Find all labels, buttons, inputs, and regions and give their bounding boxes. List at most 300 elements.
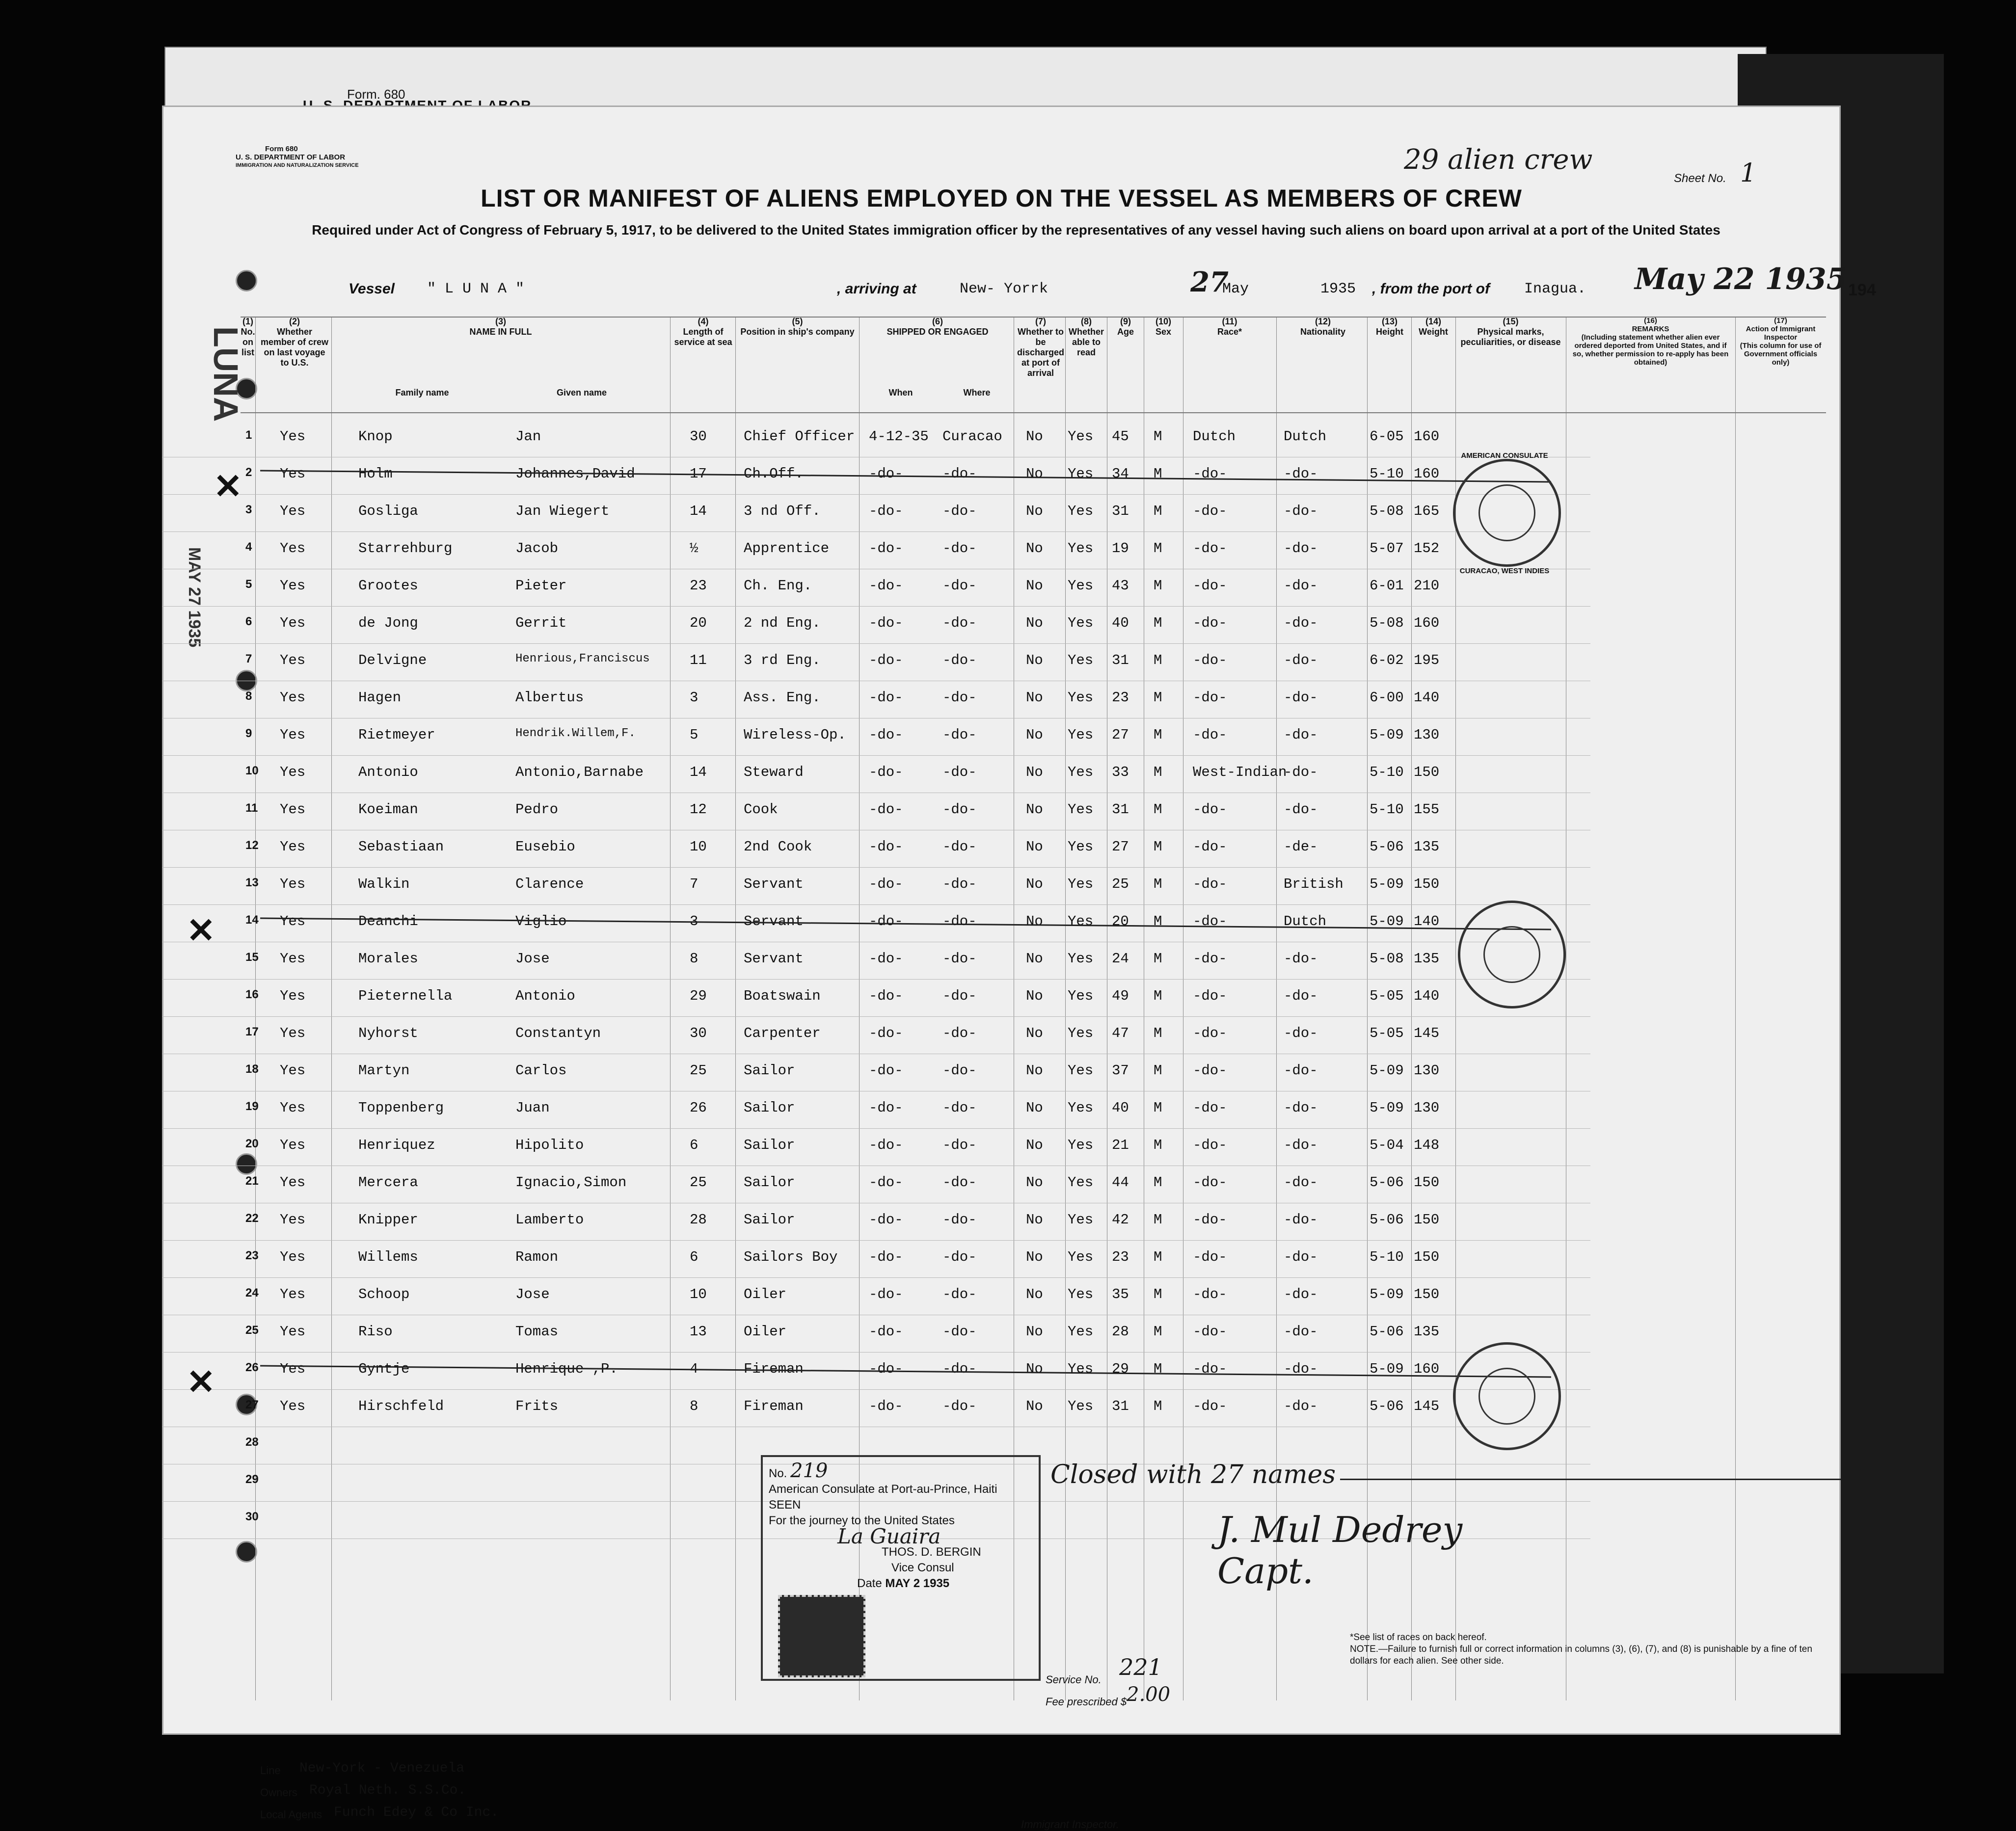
cell-height: 5-04 (1370, 1137, 1404, 1153)
table-row (162, 494, 1590, 532)
cell-service-length: 25 (690, 1062, 707, 1079)
cell-weight: 130 (1414, 1062, 1440, 1079)
cell-age: 31 (1112, 801, 1129, 818)
cell-weight: 150 (1414, 876, 1440, 892)
cell-service-length: 14 (690, 503, 707, 519)
punch-hole (236, 1541, 257, 1563)
cell-given-name: Carlos (515, 1062, 567, 1079)
cell-given-name: Constantyn (515, 1025, 601, 1041)
cell-height: 5-09 (1370, 1361, 1404, 1377)
cell-sex: M (1154, 578, 1162, 594)
cell-shipped-when: -do- (869, 1286, 903, 1302)
cell-able-to-read: Yes (1068, 1174, 1094, 1191)
cell-service-length: 6 (690, 1249, 699, 1265)
cell-row-number: 7 (245, 652, 252, 665)
cell-prev-voyage: Yes (280, 876, 306, 892)
cell-family-name: Morales (358, 951, 418, 967)
cell-service-length: 7 (690, 876, 699, 892)
cell-sex: M (1154, 913, 1162, 929)
cell-height: 5-07 (1370, 540, 1404, 557)
races-note: *See list of races on back hereof. (1350, 1632, 1487, 1643)
cell-row-number: 3 (245, 503, 252, 516)
header-rule (241, 412, 1826, 413)
cell-height: 5-06 (1370, 1174, 1404, 1191)
cell-discharged: No (1026, 1100, 1043, 1116)
cell-service-length: 26 (690, 1100, 707, 1116)
cell-discharged: No (1026, 764, 1043, 780)
cell-family-name: Hagen (358, 690, 402, 706)
cell-nationality: -do- (1284, 503, 1318, 519)
cell-shipped-when: -do- (869, 839, 903, 855)
cell-shipped-when: -do- (869, 1212, 903, 1228)
service-label: Service No. (1046, 1673, 1102, 1686)
column-rule (1735, 317, 1736, 1700)
cell-position: Sailor (744, 1137, 795, 1153)
stamp-journey: For the journey to the United States (769, 1514, 955, 1527)
cell-race: West-Indian (1193, 764, 1287, 780)
cell-weight: 135 (1414, 951, 1440, 967)
cell-age: 31 (1112, 1398, 1129, 1414)
cell-family-name: Sebastiaan (358, 839, 444, 855)
cell-shipped-when: -do- (869, 1324, 903, 1340)
cell-shipped-when: -do- (869, 690, 903, 706)
cell-sex: M (1154, 1361, 1162, 1377)
cell-able-to-read: Yes (1068, 1137, 1094, 1153)
cell-row-number: 15 (245, 951, 259, 964)
cell-discharged: No (1026, 1324, 1043, 1340)
cell-position: 3 rd Eng. (744, 652, 821, 668)
cell-shipped-where: -do- (942, 690, 977, 706)
cell-able-to-read: Yes (1068, 1062, 1094, 1079)
cell-discharged: No (1026, 540, 1043, 557)
cell-prev-voyage: Yes (280, 1324, 306, 1340)
cell-age: 33 (1112, 764, 1129, 780)
cell-weight: 135 (1414, 839, 1440, 855)
cell-shipped-when: -do- (869, 727, 903, 743)
cell-sex: M (1154, 988, 1162, 1004)
from-port: Inagua. (1524, 281, 1586, 297)
cell-sex: M (1154, 1137, 1162, 1153)
cell-age: 47 (1112, 1025, 1129, 1041)
cell-family-name: Mercera (358, 1174, 418, 1191)
cell-family-name: Deanchi (358, 913, 418, 929)
cell-discharged: No (1026, 1137, 1043, 1153)
cell-row-number: 30 (245, 1510, 259, 1523)
cell-service-length: 20 (690, 615, 707, 631)
cell-family-name: Hirschfeld (358, 1398, 444, 1414)
cell-shipped-where: -do- (942, 1324, 977, 1340)
cell-able-to-read: Yes (1068, 1212, 1094, 1228)
cell-height: 5-10 (1370, 801, 1404, 818)
cell-discharged: No (1026, 615, 1043, 631)
cell-nationality: -do- (1284, 951, 1318, 967)
cell-sex: M (1154, 1025, 1162, 1041)
cell-age: 45 (1112, 428, 1129, 445)
cell-shipped-where: -do- (942, 801, 977, 818)
header-family-name: Family name (395, 388, 449, 398)
cell-weight: 210 (1414, 578, 1440, 594)
consulate-round-stamp (1453, 459, 1561, 567)
cell-family-name: Koeiman (358, 801, 418, 818)
arrival-month: May (1222, 281, 1249, 297)
deletion-mark: ✕ (187, 1363, 215, 1401)
cell-weight: 145 (1414, 1025, 1440, 1041)
cell-given-name: Viglio (515, 913, 567, 929)
cell-prev-voyage: Yes (280, 913, 306, 929)
cell-nationality: -do- (1284, 690, 1318, 706)
cell-sex: M (1154, 727, 1162, 743)
cell-age: 31 (1112, 652, 1129, 668)
cell-shipped-where: -do- (942, 1025, 977, 1041)
cell-row-number: 16 (245, 988, 259, 1001)
cell-race: -do- (1193, 1174, 1227, 1191)
cell-prev-voyage: Yes (280, 839, 306, 855)
consulate-round-stamp (1453, 1342, 1561, 1450)
cell-nationality: -do- (1284, 988, 1318, 1004)
header-discharged: (7) Whether to be discharged at port of arrival (1017, 317, 1065, 378)
cell-sex: M (1154, 876, 1162, 892)
cell-prev-voyage: Yes (280, 1212, 306, 1228)
header-inspector: (17) Action of Immigrant Inspector (This column for use of Government officials only) (1740, 317, 1822, 367)
cell-race: -do- (1193, 1361, 1227, 1377)
cell-weight: 148 (1414, 1137, 1440, 1153)
cell-shipped-when: -do- (869, 1025, 903, 1041)
cell-able-to-read: Yes (1068, 1100, 1094, 1116)
cell-discharged: No (1026, 839, 1043, 855)
cell-given-name: Johannes,David (515, 466, 635, 482)
cell-age: 31 (1112, 503, 1129, 519)
cell-nationality: Dutch (1284, 913, 1327, 929)
cell-weight: 130 (1414, 1100, 1440, 1116)
cell-shipped-where: -do- (942, 1100, 977, 1116)
cell-row-number: 2 (245, 466, 252, 479)
cell-weight: 160 (1414, 1361, 1440, 1377)
stamp-seen: SEEN (769, 1498, 801, 1512)
table-row (162, 1054, 1590, 1091)
cell-nationality: -do- (1284, 764, 1318, 780)
sheet-number-label: Sheet No. (1674, 172, 1726, 185)
manifest-sheet (162, 106, 1876, 1831)
cell-nationality: -do- (1284, 727, 1318, 743)
cell-position: Ch. Eng. (744, 578, 812, 594)
cell-service-length: 3 (690, 690, 699, 706)
cell-able-to-read: Yes (1068, 652, 1094, 668)
cell-age: 27 (1112, 839, 1129, 855)
cell-given-name: Albertus (515, 690, 584, 706)
cell-nationality: British (1284, 876, 1344, 892)
cell-shipped-when: -do- (869, 1100, 903, 1116)
cell-prev-voyage: Yes (280, 615, 306, 631)
header-height: (13) Height (1376, 317, 1403, 337)
stamp-no-label: No. (769, 1467, 787, 1480)
cell-prev-voyage: Yes (280, 1286, 306, 1302)
cell-age: 23 (1112, 1249, 1129, 1265)
crew-count-annotation: 29 alien crew (1404, 144, 1593, 176)
cell-race: -do- (1193, 876, 1227, 892)
table-row (162, 718, 1590, 756)
cell-family-name: Holm (358, 466, 393, 482)
cell-given-name: Gerrit (515, 615, 567, 631)
cell-age: 27 (1112, 727, 1129, 743)
cell-row-number: 5 (245, 578, 252, 591)
cell-sex: M (1154, 466, 1162, 482)
cell-able-to-read: Yes (1068, 578, 1094, 594)
cell-weight: 160 (1414, 428, 1440, 445)
cell-family-name: Knop (358, 428, 393, 445)
cell-family-name: Antonio (358, 764, 418, 780)
cell-sex: M (1154, 764, 1162, 780)
back-form-number: Form. 680 (347, 87, 405, 102)
cell-discharged: No (1026, 1249, 1043, 1265)
cell-given-name: Frits (515, 1398, 559, 1414)
cell-family-name: Martyn (358, 1062, 410, 1079)
table-row (162, 1091, 1590, 1129)
cell-age: 21 (1112, 1137, 1129, 1153)
cell-nationality: -do- (1284, 540, 1318, 557)
cell-nationality: -do- (1284, 1062, 1318, 1079)
cell-discharged: No (1026, 801, 1043, 818)
strikethrough-line (260, 470, 1551, 483)
cell-position: 3 nd Off. (744, 503, 821, 519)
header-sex: (10) Sex (1155, 317, 1172, 337)
cell-sex: M (1154, 1174, 1162, 1191)
cell-nationality: -do- (1284, 1324, 1318, 1340)
table-row (162, 569, 1590, 607)
cell-family-name: Rietmeyer (358, 727, 435, 743)
cell-position: 2 nd Eng. (744, 615, 821, 631)
cell-service-length: 8 (690, 1398, 699, 1414)
cell-shipped-when: -do- (869, 951, 903, 967)
cell-family-name: Schoop (358, 1286, 410, 1302)
cell-service-length: 30 (690, 428, 707, 445)
cell-family-name: Henriquez (358, 1137, 435, 1153)
table-row (162, 1016, 1590, 1054)
cell-shipped-where: -do- (942, 615, 977, 631)
cell-row-number: 25 (245, 1324, 259, 1337)
deletion-mark: ✕ (214, 467, 242, 505)
cell-able-to-read: Yes (1068, 1361, 1094, 1377)
cell-nationality: -de- (1284, 839, 1318, 855)
cell-race: -do- (1193, 1062, 1227, 1079)
cell-discharged: No (1026, 428, 1043, 445)
cell-race: -do- (1193, 951, 1227, 967)
cell-discharged: No (1026, 988, 1043, 1004)
cell-race: -do- (1193, 578, 1227, 594)
cell-height: 5-08 (1370, 615, 1404, 631)
cell-service-length: 13 (690, 1324, 707, 1340)
cell-shipped-when: -do- (869, 540, 903, 557)
cell-nationality: -do- (1284, 1361, 1318, 1377)
cell-height: 6-00 (1370, 690, 1404, 706)
table-row (162, 867, 1590, 905)
cell-nationality: -do- (1284, 578, 1318, 594)
captain-signature: J. Mul Dedrey Capt. (1217, 1509, 1463, 1592)
cell-discharged: No (1026, 876, 1043, 892)
cell-weight: 160 (1414, 615, 1440, 631)
cell-race: -do- (1193, 1398, 1227, 1414)
inspector-label: Immigrant Inspector. (1021, 1818, 1119, 1831)
cell-able-to-read: Yes (1068, 428, 1094, 445)
header-shipped: (6) SHIPPED OR ENGAGED (887, 317, 989, 337)
cell-able-to-read: Yes (1068, 913, 1094, 929)
owners-label: Owners (260, 1786, 297, 1799)
closing-rule (1340, 1479, 1841, 1480)
cell-nationality: -do- (1284, 466, 1318, 482)
cell-shipped-where: -do- (942, 951, 977, 967)
cell-age: 19 (1112, 540, 1129, 557)
cell-prev-voyage: Yes (280, 951, 306, 967)
cell-race: -do- (1193, 727, 1227, 743)
service-number: 221 (1119, 1654, 1162, 1680)
arriving-label: , arriving at (837, 281, 916, 297)
cell-discharged: No (1026, 1398, 1043, 1414)
cell-height: 6-01 (1370, 578, 1404, 594)
cell-able-to-read: Yes (1068, 801, 1094, 818)
cell-row-number: 8 (245, 690, 252, 703)
cell-shipped-where: -do- (942, 876, 977, 892)
cell-height: 5-09 (1370, 1100, 1404, 1116)
cell-able-to-read: Yes (1068, 951, 1094, 967)
cell-able-to-read: Yes (1068, 876, 1094, 892)
cell-given-name: Jose (515, 1286, 550, 1302)
cell-weight: 152 (1414, 540, 1440, 557)
cell-sex: M (1154, 1100, 1162, 1116)
cell-shipped-when: -do- (869, 1361, 903, 1377)
cell-age: 40 (1112, 615, 1129, 631)
cell-prev-voyage: Yes (280, 1137, 306, 1153)
cell-given-name: Ignacio,Simon (515, 1174, 627, 1191)
cell-able-to-read: Yes (1068, 988, 1094, 1004)
cell-nationality: Dutch (1284, 428, 1327, 445)
cell-height: 5-09 (1370, 876, 1404, 892)
cell-able-to-read: Yes (1068, 466, 1094, 482)
cell-given-name: Lamberto (515, 1212, 584, 1228)
cell-service-length: 10 (690, 1286, 707, 1302)
cell-sex: M (1154, 801, 1162, 818)
arrival-year: 1935 (1320, 281, 1356, 297)
cell-weight: 140 (1414, 988, 1440, 1004)
cell-shipped-where: -do- (942, 503, 977, 519)
cell-able-to-read: Yes (1068, 727, 1094, 743)
cell-given-name: Jan Wiegert (515, 503, 610, 519)
cell-able-to-read: Yes (1068, 615, 1094, 631)
stamp-date-label: Date (857, 1577, 882, 1590)
cell-height: 5-10 (1370, 764, 1404, 780)
fee-label: Fee prescribed $ (1046, 1696, 1127, 1708)
cell-row-number: 4 (245, 540, 252, 554)
cell-position: Ass. Eng. (744, 690, 821, 706)
cell-weight: 130 (1414, 727, 1440, 743)
cell-family-name: Pieternella (358, 988, 453, 1004)
round-stamp-subtext: CURACAO, WEST INDIES (1459, 567, 1550, 575)
table-row (162, 1166, 1590, 1203)
cell-shipped-when: -do- (869, 1398, 903, 1414)
agents-label: Local Agents (260, 1808, 322, 1821)
cell-age: 29 (1112, 1361, 1129, 1377)
page-subtitle: Required under Act of Congress of February 5, 1917, to be delivered to the United States immigration officer by the representatives of any vessel having such aliens on board upon arrival at a port of the United States (312, 222, 1720, 238)
cell-position: Servant (744, 951, 804, 967)
cell-service-length: 30 (690, 1025, 707, 1041)
cell-nationality: -do- (1284, 801, 1318, 818)
cell-able-to-read: Yes (1068, 1286, 1094, 1302)
cell-position: Carpenter (744, 1025, 821, 1041)
cell-service-length: 25 (690, 1174, 707, 1191)
cell-height: 5-10 (1370, 466, 1404, 482)
cell-family-name: Delvigne (358, 652, 427, 668)
header-prev-voyage: (2) Whether member of crew on last voyage to U.S. (260, 317, 329, 368)
table-row (162, 531, 1590, 569)
header-no: (1) No. on list (241, 317, 255, 357)
cell-nationality: -do- (1284, 1025, 1318, 1041)
header-name: (3) NAME IN FULL (469, 317, 532, 337)
table-row (162, 904, 1590, 942)
table-row (162, 755, 1590, 793)
cell-position: Oiler (744, 1286, 787, 1302)
margin-vessel-stamp: LUNA (207, 326, 245, 422)
cell-shipped-when: -do- (869, 578, 903, 594)
header-race: (11) Race* (1217, 317, 1242, 337)
cell-shipped-where: -do- (942, 1174, 977, 1191)
cell-shipped-where: -do- (942, 1062, 977, 1079)
cell-race: -do- (1193, 913, 1227, 929)
cell-given-name: Antonio (515, 988, 575, 1004)
cell-prev-voyage: Yes (280, 540, 306, 557)
cell-prev-voyage: Yes (280, 466, 306, 482)
table-row (162, 830, 1590, 868)
cell-position: Steward (744, 764, 804, 780)
cell-age: 49 (1112, 988, 1129, 1004)
cell-row-number: 6 (245, 615, 252, 628)
cell-race: -do- (1193, 839, 1227, 855)
table-row (162, 643, 1590, 681)
table-row (162, 1277, 1590, 1315)
table-row (162, 1315, 1590, 1353)
cell-family-name: Grootes (358, 578, 418, 594)
table-row (162, 942, 1590, 980)
cell-position: Fireman (744, 1398, 804, 1414)
cell-discharged: No (1026, 913, 1043, 929)
cell-prev-voyage: Yes (280, 1100, 306, 1116)
cell-age: 24 (1112, 951, 1129, 967)
round-stamp-text: AMERICAN CONSULATE (1461, 451, 1548, 460)
cell-race: -do- (1193, 652, 1227, 668)
cell-shipped-when: -do- (869, 1174, 903, 1191)
cell-given-name: Tomas (515, 1324, 559, 1340)
cell-row-number: 28 (245, 1435, 259, 1449)
cell-shipped-when: 4-12-35 (869, 428, 929, 445)
cell-service-length: 28 (690, 1212, 707, 1228)
cell-discharged: No (1026, 690, 1043, 706)
cell-family-name: Nyhorst (358, 1025, 418, 1041)
punch-hole (236, 270, 257, 292)
cell-row-number: 20 (245, 1137, 259, 1150)
table-row (162, 681, 1590, 718)
cell-prev-voyage: Yes (280, 727, 306, 743)
cell-given-name: Pieter (515, 578, 567, 594)
arriving-port: New- Yorrk (960, 281, 1048, 297)
cell-service-length: 29 (690, 988, 707, 1004)
header-remarks: (16) REMARKS (Including statement whether alien ever ordered deported from United States, and if so, whether permission to re-apply has been obtained) (1572, 317, 1729, 367)
cell-age: 23 (1112, 690, 1129, 706)
header-where: Where (963, 388, 991, 398)
cell-family-name: Gosliga (358, 503, 418, 519)
cell-height: 5-05 (1370, 1025, 1404, 1041)
cell-row-number: 10 (245, 764, 259, 777)
cell-height: 5-06 (1370, 1398, 1404, 1414)
cell-given-name: Eusebio (515, 839, 575, 855)
cell-weight: 150 (1414, 1174, 1440, 1191)
closing-note: Closed with 27 names (1050, 1460, 1336, 1489)
